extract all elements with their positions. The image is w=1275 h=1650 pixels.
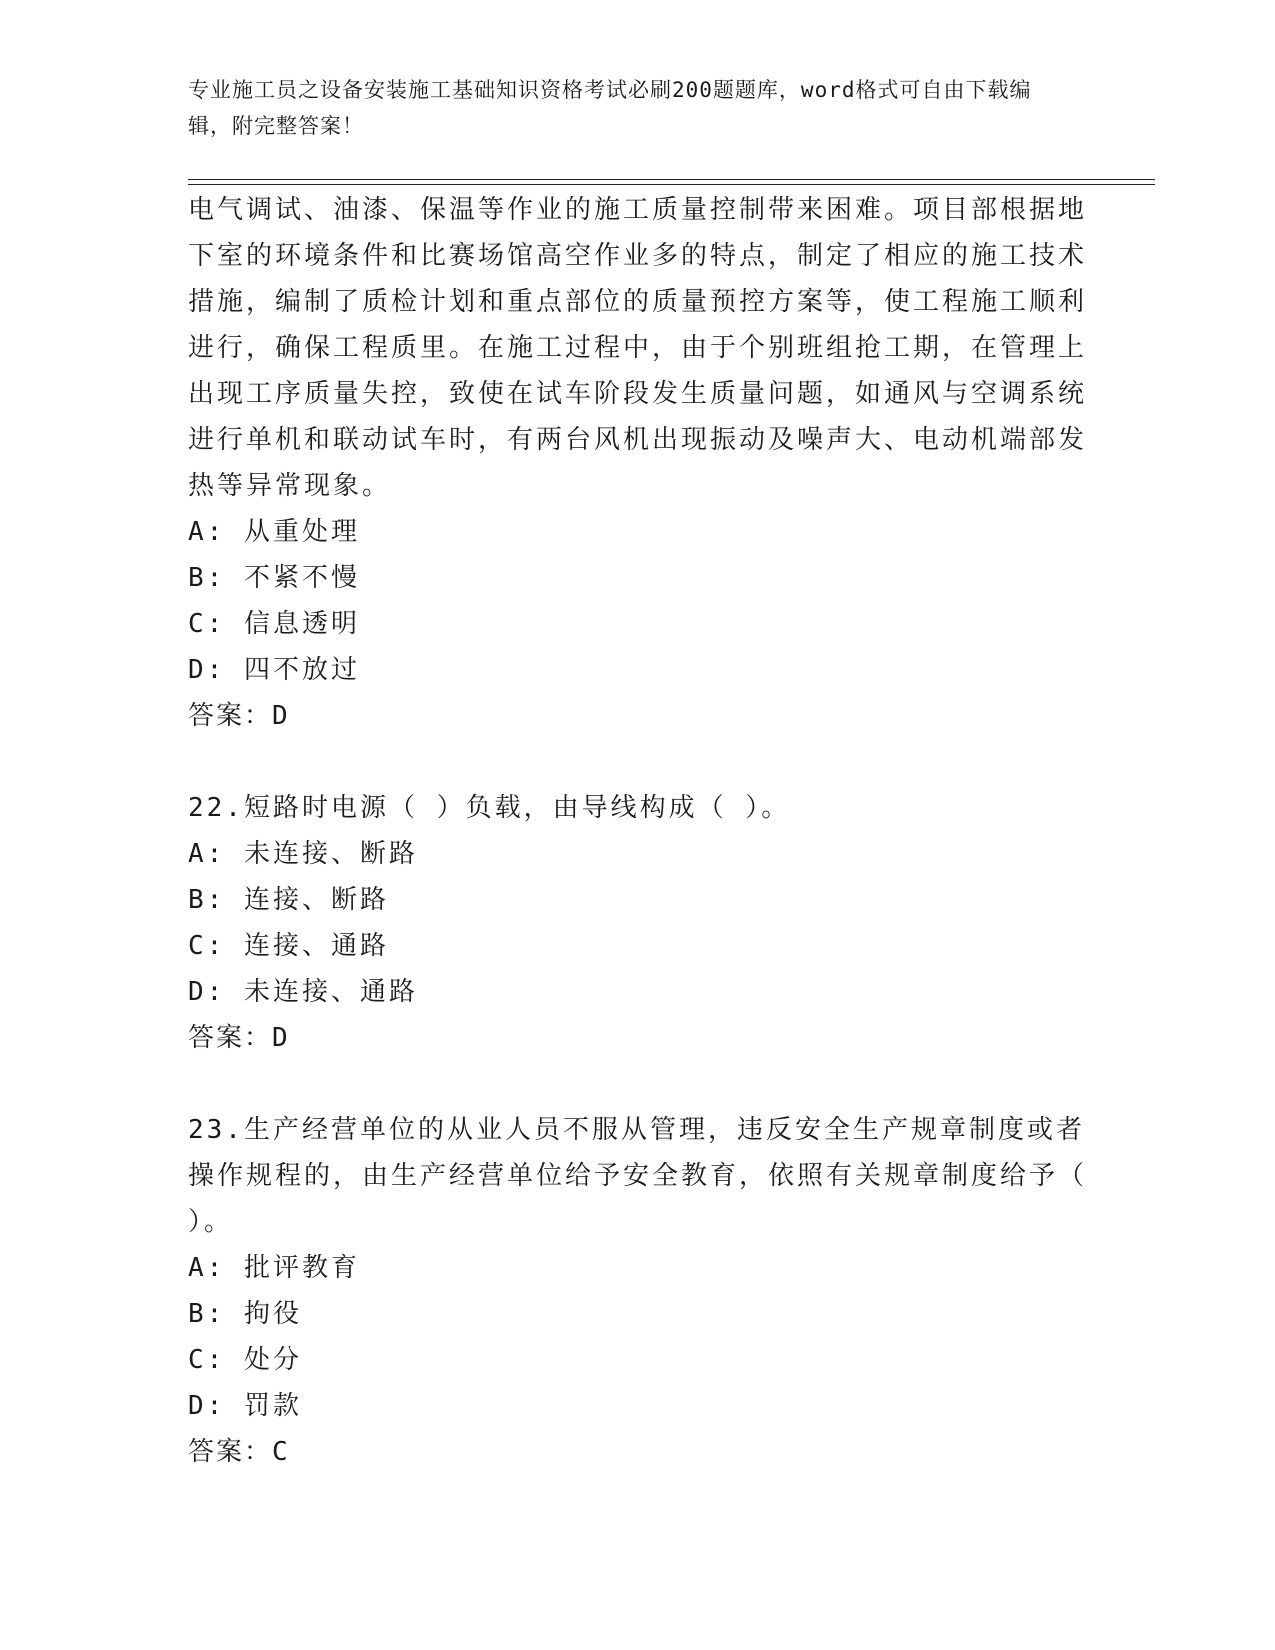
option-c: C: 信息透明 — [188, 609, 360, 639]
question-21-continuation — [188, 187, 1088, 739]
option-a: A: 未连接、断路 — [188, 839, 418, 869]
answer-line — [188, 1429, 1088, 1475]
question-content — [188, 187, 1088, 1475]
answer-value: D — [272, 701, 291, 731]
option-d: D: 未连接、通路 — [188, 977, 418, 1007]
header-rule-top — [188, 179, 1155, 180]
answer-line — [188, 1015, 1088, 1061]
document-header: 专业施工员之设备安装施工基础知识资格考试必刷200题题库，word格式可自由下载编辑，附完整答案！ — [188, 78, 1032, 138]
header-rule-bottom — [188, 184, 1155, 185]
option-b: B: 连接、断路 — [188, 885, 389, 915]
answer-value: C — [272, 1437, 291, 1467]
option-c: C: 处分 — [188, 1345, 302, 1375]
question-22-text: 22.短路时电源（ ）负载，由导线构成（ ）。 — [188, 793, 791, 823]
answer-value: D — [272, 1023, 291, 1053]
answer-line — [188, 693, 1088, 739]
question-23 — [188, 1107, 1088, 1475]
question-21-text: 电气调试、油漆、保温等作业的施工质量控制带来困难。项目部根据地下室的环境条件和比赛场馆高空作业多的特点，制定了相应的施工技术措施，编制了质检计划和重点部位的质量预控方案等，使工程施工顺利进行，确保工程质里。在施工过程中，由于个别班组抢工期，在管理上出现工序质量失控，致使在试车阶段发生质量问题，如通风与空调系统进行单机和联动试车时，有两台风机出现振动及噪声大、电动机端部发热等异常现象。 — [188, 195, 1088, 501]
option-d: D: 四不放过 — [188, 655, 360, 685]
question-22 — [188, 785, 1088, 1061]
answer-label: 答案： — [188, 1023, 273, 1053]
option-d: D: 罚款 — [188, 1391, 302, 1421]
question-spacer — [188, 1061, 1088, 1107]
option-b: B: 不紧不慢 — [188, 563, 360, 593]
option-a: A: 从重处理 — [188, 517, 360, 547]
answer-label: 答案： — [188, 701, 273, 731]
option-c: C: 连接、通路 — [188, 931, 389, 961]
question-23-text: 23.生产经营单位的从业人员不服从管理，违反安全生产规章制度或者操作规程的，由生产经营单位给予安全教育，依照有关规章制度给予（ ）。 — [188, 1115, 1088, 1237]
option-b: B: 拘役 — [188, 1299, 302, 1329]
answer-label: 答案： — [188, 1437, 273, 1467]
question-spacer — [188, 739, 1088, 785]
option-a: A: 批评教育 — [188, 1253, 360, 1283]
